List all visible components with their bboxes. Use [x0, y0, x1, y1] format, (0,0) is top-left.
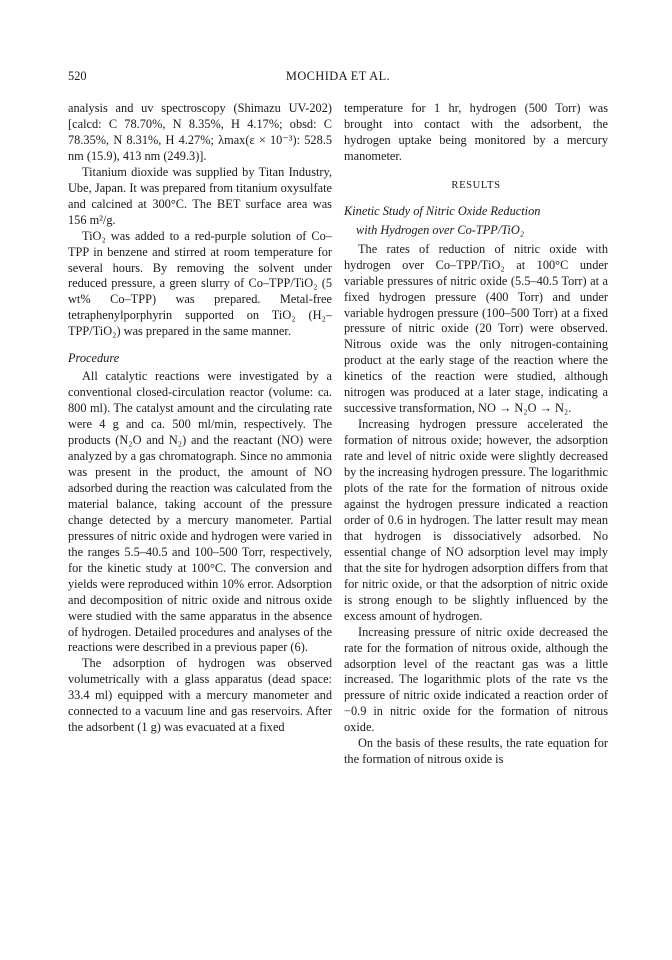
right-column — [344, 101, 608, 768]
paragraph: On the basis of these results, the rate equation for the formation of nitrous oxide is — [344, 736, 608, 767]
subsection-heading-continued: with Hydrogen over Co-TPP/TiO₂ — [356, 222, 525, 237]
paragraph: temperature for 1 hr, hydrogen (500 Torr) was brought into contact with the adsorbent, the hydrogen uptake being monitored by a mercury manometer. — [344, 101, 608, 163]
left-column — [68, 101, 332, 736]
running-head: MOCHIDA ET AL. — [285, 69, 391, 83]
page-header — [68, 69, 608, 85]
paragraph: analysis and uv spectroscopy (Shimazu UV-202) [calcd: C 78.70%, N 8.35%, H 4.17%; obsd: C 78.35%, N 8.31%, H 4.27%; λmax(ε × 10⁻³): 528.5 nm (15.9), 413 nm (249.3)]. — [68, 101, 332, 163]
paragraph: The adsorption of hydrogen was observed volumetrically with a glass apparatus (dead space: 33.4 ml) equipped with a mercury manometer and connected to a vacuum line and gas reservoirs. After the adsorbent (1 g) was evacuated at a fixed — [68, 656, 332, 735]
paragraph: Increasing pressure of nitric oxide decreased the rate for the formation of nitrous oxide, although the adsorption level of the reactant gas was a little increased. The logarithmic plots of the rate vs the pressure of nitric oxide indicated a reaction order of −0.9 in nitric oxide for the formation of nitrous oxide. — [344, 624, 608, 735]
paragraph: TiO₂ was added to a red-purple solution of Co–TPP in benzene and stirred at room temperature for several hours. By removing the solvent under reduced pressure, a green slurry of Co–TPP/TiO₂ (5 wt% Co–TPP) was prepared. Metal-free tetraphenylporphyrin supported on TiO₂ (H₂–TPP/TiO₂) was prepared in the same manner. — [68, 228, 332, 339]
paragraph: Increasing hydrogen pressure accelerated the formation of nitrous oxide; however, the adsorption rate and level of nitric oxide were slightly decreased by the increasing hydrogen pressure. The logarithmic plots of the rate for the formation of nitrous oxide against the hydrogen pressure indicated a reaction order of 0.6 in hydrogen. The latter result may mean that hydrogen is dissociatively adsorbed. No essential change of NO adsorption level may imply that the site for hydrogen adsorption differs from that for nitric oxide, or that the adsorption of nitric oxide is strong enough to be slightly influenced by the excess amount of hydrogen. — [344, 417, 608, 623]
paragraph: Titanium dioxide was supplied by Titan Industry, Ube, Japan. It was prepared from titanium oxysulfate and calcined at 300°C. The BET surface area was 156 m²/g. — [68, 164, 332, 227]
paragraph: All catalytic reactions were investigated by a conventional closed-circulation reactor (volume: ca. 800 ml). The catalyst amount and the circulating rate were 4 g and ca. 500 ml/min, respectively. The products (N₂O and N₂) and the reactant (NO) were analyzed by a gas chromatograph. Since no ammonia was present in the product, the amount of NO adsorbed during the reaction was calculated from the material balance, taking account of the pressure change detected by a mercury manometer. Partial pressures of nitric oxide and hydrogen were varied in the ranges 5.5–40.5 and 100–500 Torr, respectively, for the kinetic study at 100°C. The conversion and yields were reproduced within 10% error. Adsorption and decomposition of nitric oxide and nitrous oxide were studied with the same apparatus in the absence of hydrogen. Detailed procedures and analyses of the reactions were described in a previous paper (6). — [68, 369, 332, 655]
paragraph: The rates of reduction of nitric oxide with hydrogen over Co–TPP/TiO₂ at 100°C under variable pressures of nitric oxide (5.5–40.5 Torr) at a fixed hydrogen pressure (400 Torr) and under variable hydrogen pressure (100–500 Torr) at a fixed pressure of nitric oxide (20 Torr) were observed. Nitrous oxide was the only nitrogen-containing product at the early stage of the reaction where the kinetics of the reaction were studied, although nitrogen was produced at a later stage, indicating a successive transformation, NO → N₂O → N₂. — [344, 241, 608, 416]
subsection-heading: Kinetic Study of Nitric Oxide Reduction — [344, 203, 541, 218]
section-heading-results: RESULTS — [451, 179, 501, 191]
page-number: 520 — [68, 69, 87, 83]
section-heading-procedure: Procedure — [68, 351, 120, 366]
